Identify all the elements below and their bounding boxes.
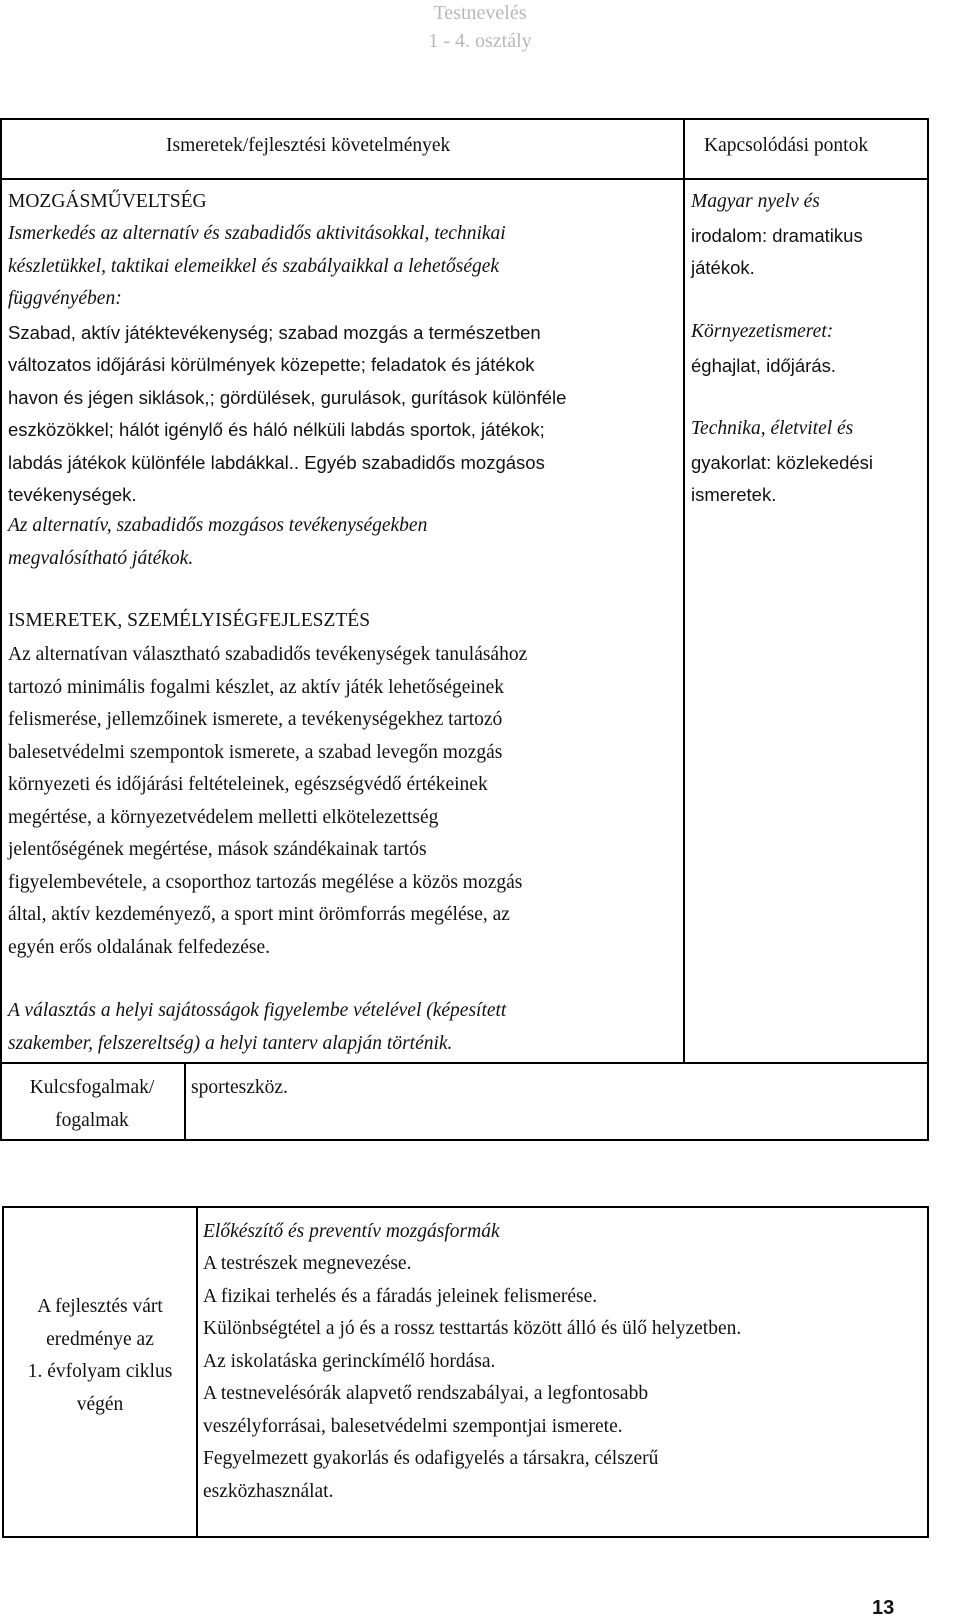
connection-subject: Környezetismeret:	[691, 321, 834, 342]
table1-heading-divider	[0, 178, 929, 180]
label-line: eredménye az	[46, 1329, 154, 1350]
section-title: ISMERETEK, SZEMÉLYISÉGFEJLESZTÉS	[8, 610, 371, 631]
body-line: Az alternatívan választható szabadidős tevékenységek tanulásához	[8, 644, 528, 665]
body-line: eszközökkel; hálót igénylő és háló nélküli labdás sportok, játékok;	[8, 419, 545, 440]
connection-line: ismeretek.	[691, 484, 777, 505]
content-line: Fegyelmezett gyakorlás és odafigyelés a társakra, célszerű	[203, 1448, 659, 1469]
label-line: A fejlesztés várt	[37, 1296, 163, 1317]
body-line: változatos időjárási körülmények közepette; feladatok és játékok	[8, 354, 535, 375]
connection-subject: Magyar nyelv és	[691, 191, 820, 212]
header-subject: Testnevelés	[433, 2, 527, 24]
table1-left-border	[0, 118, 2, 1141]
note-line: A választás a helyi sajátosságok figyelembe vételével (képesített	[8, 1000, 507, 1021]
keywords-label: fogalmak	[55, 1110, 129, 1131]
connection-line: éghajlat, időjárás.	[691, 355, 837, 376]
body-line: tevékenységek.	[8, 484, 137, 505]
label-line: 1. évfolyam ciklus	[27, 1361, 173, 1382]
content-line: Az iskolatáska gerinckímélő hordása.	[203, 1351, 496, 1372]
connection-line: irodalom: dramatikus	[691, 225, 863, 246]
table1-keywords-column-divider	[184, 1062, 186, 1141]
section-title: MOZGÁSMŰVELTSÉG	[8, 191, 207, 212]
closing-line: Az alternatív, szabadidős mozgásos tevékenységekben	[8, 515, 428, 536]
content-line: A fizikai terhelés és a fáradás jeleinek felismerése.	[203, 1286, 598, 1307]
heading-connections: Kapcsolódási pontok	[704, 135, 869, 156]
intro-line: készletükkel, taktikai elemeikkel és szabályaikkal a lehetőségek	[8, 256, 500, 277]
connection-line: gyakorlat: közlekedési	[691, 452, 874, 473]
content-heading: Előkészítő és preventív mozgásformák	[203, 1221, 500, 1242]
content-line: veszélyforrásai, balesetvédelmi szempontjai ismerete.	[203, 1416, 623, 1437]
content-line: A testrészek megnevezése.	[203, 1253, 412, 1274]
body-line: figyelembevétele, a csoporthoz tartozás megélése a közös mozgás	[8, 872, 523, 893]
note-line: szakember, felszereltség) a helyi tanterv alapján történik.	[8, 1033, 453, 1054]
table1-right-border	[927, 118, 929, 1141]
closing-line: megvalósítható játékok.	[8, 548, 194, 569]
body-line: egyén erős oldalának felfedezése.	[8, 937, 271, 958]
intro-line: függvényében:	[8, 288, 122, 309]
connection-line: játékok.	[691, 257, 755, 278]
intro-line: Ismerkedés az alternatív és szabadidős aktivitásokkal, technikai	[8, 223, 506, 244]
body-line: tartozó minimális fogalmi készlet, az aktív játék lehetőségeinek	[8, 677, 504, 698]
table1-keywords-divider	[0, 1062, 929, 1064]
keywords-label: Kulcsfogalmak/	[29, 1077, 155, 1098]
body-line: balesetvédelmi szempontok ismerete, a szabad levegőn mozgás	[8, 742, 503, 763]
body-line: megértése, a környezetvédelem melletti elkötelezettség	[8, 807, 439, 828]
table1-bottom-border	[0, 1139, 929, 1141]
body-line: havon és jégen siklások,; gördülések, gurulások, gurítások különféle	[8, 387, 567, 408]
content-line: A testnevelésórák alapvető rendszabályai, a legfontosabb	[203, 1383, 649, 1404]
table1-top-border	[0, 118, 929, 120]
page-number: 13	[872, 1597, 895, 1619]
connection-subject: Technika, életvitel és	[691, 418, 854, 439]
table2-bottom-border	[2, 1536, 929, 1538]
body-line: felismerése, jellemzőinek ismerete, a tevékenységekhez tartozó	[8, 709, 503, 730]
table2-top-border	[2, 1206, 929, 1208]
content-line: eszközhasználat.	[203, 1481, 334, 1502]
table2-column-divider	[196, 1206, 198, 1538]
table1-column-divider	[683, 118, 685, 1063]
body-line: labdás játékok különféle labdákkal.. Egyéb szabadidős mozgásos	[8, 452, 545, 473]
label-line: végén	[76, 1394, 124, 1415]
body-line: jelentőségének megértése, mások szándékainak tartós	[8, 839, 427, 860]
body-line: által, aktív kezdeményező, a sport mint örömforrás megélése, az	[8, 904, 510, 925]
body-line: Szabad, aktív játéktevékenység; szabad mozgás a természetben	[8, 322, 541, 343]
header-grade: 1 - 4. osztály	[428, 30, 532, 52]
content-line: Különbségtétel a jó és a rossz testtartás között álló és ülő helyzetben.	[203, 1318, 742, 1339]
heading-requirements: Ismeretek/fejlesztési követelmények	[166, 135, 451, 156]
body-line: környezeti és időjárási feltételeinek, egészségvédő értékeinek	[8, 774, 488, 795]
table2-right-border	[927, 1206, 929, 1538]
keywords-value: sporteszköz.	[191, 1077, 288, 1098]
